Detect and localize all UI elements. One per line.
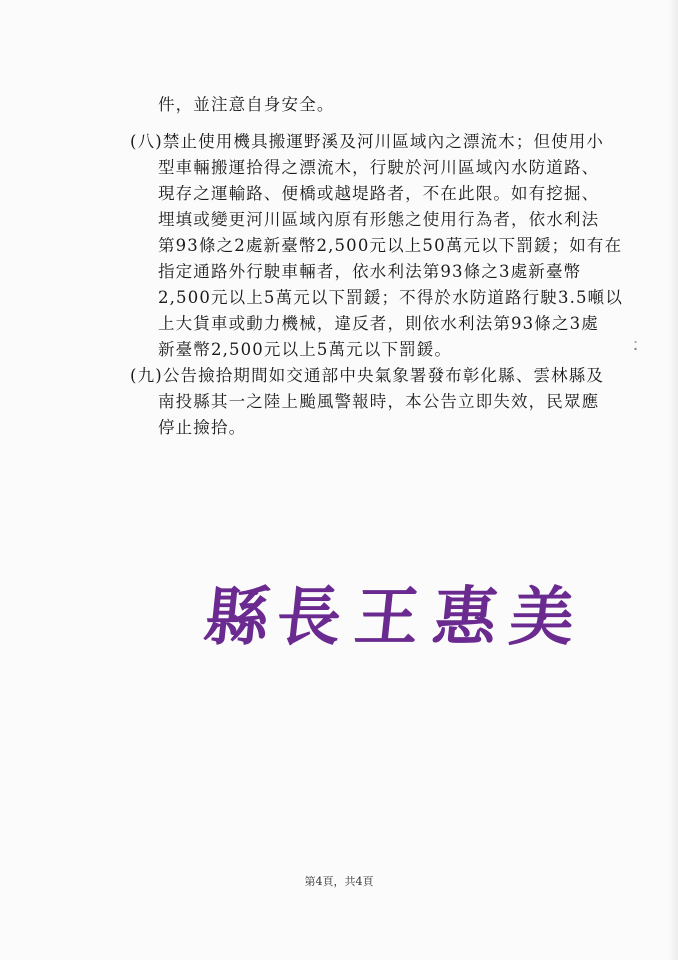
signature-char-5: 美 bbox=[506, 580, 578, 655]
text-line-3: 型車輛搬運拾得之漂流木，行駛於河川區域內水防道路、 bbox=[158, 158, 600, 177]
signature-char-3: 王 bbox=[351, 580, 423, 655]
signature-char-4: 惠 bbox=[429, 580, 501, 655]
text-line-6: 第93條之2處新臺幣2,500元以上50萬元以下罰鍰；如有在 bbox=[158, 236, 623, 255]
text-line-7: 指定通路外行駛車輛者，依水利法第93條之3處新臺幣 bbox=[158, 262, 582, 281]
text-line-1: 件，並注意自身安全。 bbox=[158, 95, 335, 114]
text-line-8: 2,500元以上5萬元以下罰鍰；不得於水防道路行駛3.5噸以 bbox=[158, 288, 623, 307]
text-line-10: 新臺幣2,500元以上5萬元以下罰鍰。 bbox=[158, 340, 453, 359]
magistrate-signature-stamp bbox=[201, 580, 585, 662]
page-number: 第4頁，共4頁 bbox=[304, 875, 374, 888]
text-line-13: 停止撿拾。 bbox=[158, 418, 247, 437]
text-line-2: (八)禁止使用機具搬運野溪及河川區域內之漂流木；但使用小 bbox=[130, 132, 605, 151]
text-line-9: 上大貨車或動力機械，違反者，則依水利法第93條之3處 bbox=[158, 314, 599, 333]
scan-speck bbox=[634, 340, 637, 352]
text-line-11: (九)公告撿拾期間如交通部中央氣象署發布彰化縣、雲林縣及 bbox=[130, 366, 605, 385]
scan-edge-shadow bbox=[668, 0, 678, 960]
text-line-4: 現存之運輸路、便橋或越堤路者，不在此限。如有挖掘、 bbox=[158, 184, 600, 203]
signature-char-2: 長 bbox=[273, 580, 345, 655]
signature-char-1: 縣 bbox=[201, 580, 273, 655]
text-line-5: 埋填或變更河川區域內原有形態之使用行為者，依水利法 bbox=[158, 210, 600, 229]
text-line-12: 南投縣其一之陸上颱風警報時，本公告立即失效，民眾應 bbox=[158, 392, 600, 411]
